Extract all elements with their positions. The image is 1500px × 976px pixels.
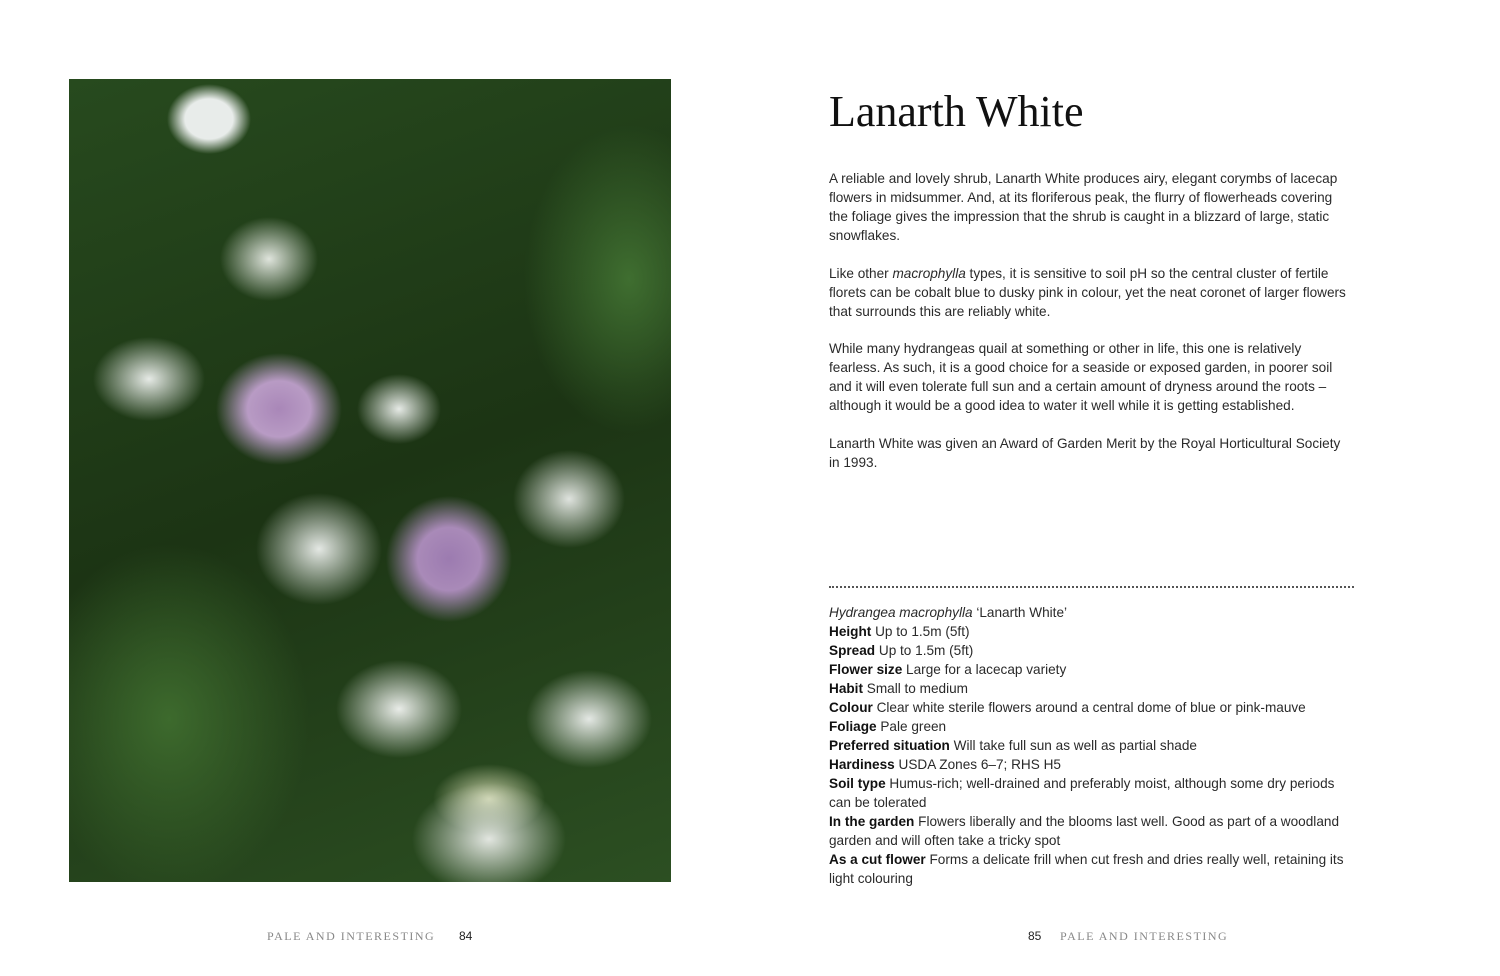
- spec-row: [829, 736, 1359, 755]
- spec-value: USDA Zones 6–7; RHS H5: [894, 757, 1061, 772]
- spec-value: Clear white sterile flowers around a central dome of blue or pink-mauve: [872, 700, 1306, 715]
- paragraph-italic: macrophylla: [892, 265, 966, 281]
- description: [829, 169, 1354, 490]
- botanical-name-italic: Hydrangea macrophylla: [829, 605, 973, 620]
- page-number-left: 84: [459, 929, 473, 943]
- spec-value: Up to 1.5m (5ft): [871, 624, 970, 639]
- spec-label: Hardiness: [829, 757, 895, 772]
- paragraph: [829, 434, 1354, 472]
- spec-label: In the garden: [829, 814, 915, 829]
- spec-row: [829, 717, 1359, 736]
- spec-label: Spread: [829, 643, 876, 658]
- spec-label: Colour: [829, 700, 873, 715]
- cultivar-name: ‘Lanarth White’: [972, 605, 1068, 620]
- running-head-left: PALE AND INTERESTING: [267, 929, 436, 943]
- spec-row: [829, 622, 1359, 641]
- paragraph: [829, 264, 1354, 321]
- spec-value: Will take full sun as well as partial shade: [949, 738, 1197, 753]
- botanical-name: [829, 603, 1359, 622]
- spec-list: [829, 603, 1359, 888]
- paragraph-text: Like other: [829, 265, 893, 281]
- spec-value: Pale green: [876, 719, 947, 734]
- spec-row: [829, 698, 1359, 717]
- paragraph-text: Lanarth White was given an Award of Garden Merit by the Royal Horticultural Society in 1993.: [829, 435, 1341, 470]
- spec-row: [829, 812, 1359, 850]
- page-number-right: 85: [1028, 929, 1042, 943]
- hydrangea-photo: [69, 79, 671, 882]
- spec-label: As a cut flower: [829, 852, 926, 867]
- spec-row: [829, 641, 1359, 660]
- paragraph: [829, 169, 1354, 245]
- paragraph-text: While many hydrangeas quail at something or other in life, this one is relatively fearless. As such, it is a good choice for a seaside or exposed garden, in poorer soil and it will even tolerate full sun and a certain amount of dryness around the roots – although it would be a good idea to water it well while it is getting established.: [829, 341, 1333, 413]
- paragraph-text: A reliable and lovely shrub, Lanarth White produces airy, elegant corymbs of lacecap flowers in midsummer. And, at its floriferous peak, the flurry of flowerheads covering the foliage gives the impression that the shrub is caught in a blizzard of large, static snowflakes.: [829, 171, 1338, 243]
- spec-label: Flower size: [829, 662, 903, 677]
- spec-label: Habit: [829, 681, 863, 696]
- spec-row: [829, 850, 1359, 888]
- paragraph-text: types, it is sensitive to soil pH so the central cluster of fertile florets can be cobalt blue to dusky pink in colour, yet the neat coronet of larger flowers that surrounds this are reliably white.: [829, 265, 1346, 319]
- spec-label: Soil type: [829, 776, 886, 791]
- spec-value: Flowers liberally and the blooms last well. Good as part of a woodland garden and will often take a tricky spot: [829, 814, 1340, 848]
- spec-label: Preferred situation: [829, 738, 950, 753]
- spec-row: [829, 660, 1359, 679]
- spec-label: Height: [829, 624, 872, 639]
- spec-row: [829, 679, 1359, 698]
- running-head-right: PALE AND INTERESTING: [1060, 929, 1229, 943]
- dotted-divider: [829, 586, 1354, 588]
- spec-value: Small to medium: [862, 681, 968, 696]
- spec-value: Up to 1.5m (5ft): [875, 643, 974, 658]
- spec-value: Large for a lacecap variety: [902, 662, 1067, 677]
- paragraph: [829, 339, 1354, 415]
- page-title: Lanarth White: [829, 87, 1084, 136]
- spec-row: [829, 774, 1359, 812]
- spec-value: Humus-rich; well-drained and preferably moist, although some dry periods can be tolerated: [829, 776, 1335, 810]
- spec-value: Forms a delicate frill when cut fresh and dries really well, retaining its light colouring: [829, 852, 1344, 886]
- spec-row: [829, 755, 1359, 774]
- spec-label: Foliage: [829, 719, 877, 734]
